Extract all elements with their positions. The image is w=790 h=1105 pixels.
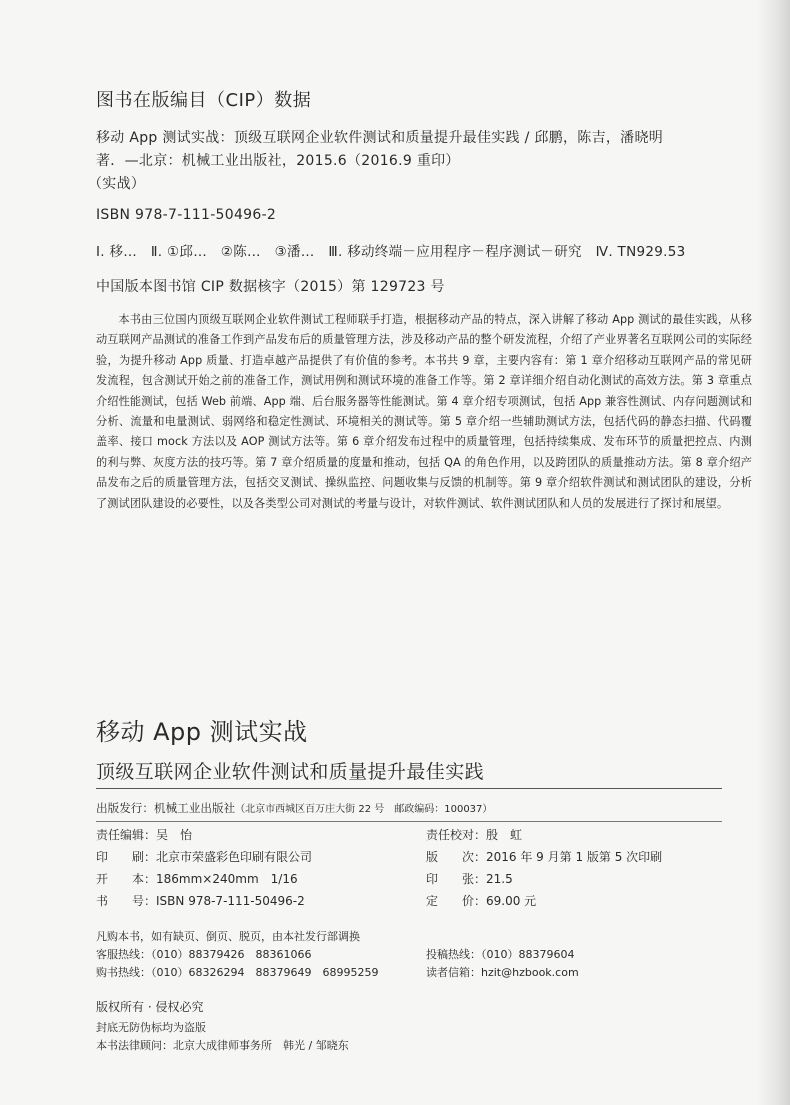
page-edge-shadow: [756, 0, 790, 1105]
isbn-value: ISBN 978-7-111-50496-2: [156, 894, 305, 908]
title-divider: [96, 788, 722, 789]
anti-counterfeit-notice: 封底无防伪标均为盗版: [96, 1021, 206, 1034]
book-summary: 本书由三位国内顶级互联网企业软件测试工程师联手打造，根据移动产品的特点，深入讲解了移动 App 测试的最佳实践，从移动互联网产品测试的准备工作到产品发布后的质量管理方法，涉及移动产品的整个研发流程，介绍了产业界著名互联网公司的实际经验，为提升移动 App 质量、打造卓越产品提供了有价值的参考。本书共 9 章，主要内容有：第 1 章介绍移动互联网产品的常见研发流程，包含测试开始之前的准备工作，测试用例和测试环境的准备工作等。第 2 章详细介绍自动化测试的高效方法。第 3 章重点介绍性能测试，包括 Web 前端、App 端、后台服务器等性能测试。第 4 章介绍专项测试，包括 App 兼容性测试、内存问题测试和分析、流量和电量测试、弱网络和稳定性测试、环境相关的测试等。第 5 章介绍一些辅助测试方法，包括代码的静态扫描、代码覆盖率、接口 mock 方法以及 AOP 测试方法等。第 6 章介绍发布过程中的质量管理，包括持续集成、发布环节的质量把控点、内测的利与弊、灰度方法的技巧等。第 7 章介绍质量的度量和推动，包括 QA 的角色作用，以及跨团队的质量推动方法。第 8 章介绍产品发布之后的质量管理方法，包括交叉测试、操纵监控、问题收集与反馈的机制等。第 9 章介绍软件测试和测试团队的建设，分析了测试团队建设的必要性，以及各类型公司对测试的考量与设计，对软件测试、软件测试团队和人员的发展进行了探讨和展望。: [96, 313, 752, 510]
editor-value: 吴 怡: [156, 828, 193, 842]
isbn-label: 书 号：: [96, 894, 157, 908]
sheets-value: 21.5: [486, 872, 513, 886]
proofreader-label: 责任校对：: [426, 828, 487, 842]
publisher-label: 出版发行：: [96, 801, 154, 815]
order-hotline-label: 购书热线：: [96, 966, 151, 979]
service-hotline-value: （010）88379426 88361066: [151, 948, 312, 961]
reader-mail-value: hzit@hzbook.com: [481, 966, 579, 979]
reader-mail-label: 读者信箱：: [426, 966, 481, 979]
price-row: [426, 892, 536, 909]
cip-line-2: 著．—北京：机械工业出版社，2015.6（2016.9 重印）: [96, 153, 460, 169]
order-hotline-value: （010）68326294 88379649 68995259: [151, 966, 379, 979]
publisher-address: （北京市西城区百万庄大街 22 号 邮政编码：100037）: [235, 804, 493, 815]
book-subtitle: 顶级互联网企业软件测试和质量提升最佳实践: [96, 761, 485, 783]
price-label: 定 价：: [426, 894, 487, 908]
edition-label: 版 次：: [426, 850, 487, 864]
format-row: [96, 870, 298, 887]
proofreader-value: 殷 虹: [486, 828, 523, 842]
sheets-label: 印 张：: [426, 872, 487, 886]
isbn-row: [96, 892, 305, 909]
copyright-notice: 版权所有 · 侵权必究: [96, 1000, 204, 1014]
publisher-row: [96, 800, 492, 816]
cip-line-3: （实战）: [88, 176, 146, 192]
cip-classification: Ⅰ. 移… Ⅱ. ①邱… ②陈… ③潘… Ⅲ. 移动终端－应用程序－程序测试－研究 Ⅳ. TN929.53: [96, 244, 686, 260]
edition-row: [426, 848, 662, 865]
edition-value: 2016 年 9 月第 1 版第 5 次印刷: [486, 850, 663, 864]
printer-label: 印 刷：: [96, 850, 157, 864]
legal-counsel: 本书法律顾问：北京大成律师事务所 韩光 / 邹晓东: [96, 1039, 349, 1052]
order-hotline-row: [96, 964, 378, 980]
submission-hotline-label: 投稿热线：: [426, 948, 481, 961]
editor-label: 责任编辑：: [96, 828, 157, 842]
book-title: 移动 App 测试实战: [96, 718, 308, 746]
cip-isbn: ISBN 978-7-111-50496-2: [96, 207, 277, 223]
submission-hotline-value: （010）88379604: [481, 948, 575, 961]
cip-line-1: 移动 App 测试实战：顶级互联网企业软件测试和质量提升最佳实践 / 邱鹏，陈吉，潘晓明: [96, 130, 664, 146]
cip-record-number: 中国版本图书馆 CIP 数据核字（2015）第 129723 号: [96, 279, 445, 295]
publisher-divider: [96, 821, 722, 822]
printer-row: [96, 848, 312, 865]
publisher-value: 机械工业出版社: [153, 801, 236, 815]
price-value: 69.00 元: [486, 894, 537, 908]
reader-mail-row: [426, 964, 579, 980]
cip-heading: 图书在版编目（CIP）数据: [96, 90, 312, 111]
format-value: 186mm×240mm 1/16: [156, 872, 298, 886]
format-label: 开 本：: [96, 872, 157, 886]
return-notice: 凡购本书，如有缺页、倒页、脱页，由本社发行部调换: [96, 930, 360, 943]
sheets-row: [426, 870, 513, 887]
editor-row: [96, 826, 192, 843]
service-hotline-label: 客服热线：: [96, 948, 151, 961]
proofreader-row: [426, 826, 522, 843]
printer-value: 北京市荣盛彩色印刷有限公司: [156, 850, 313, 864]
submission-hotline-row: [426, 946, 574, 962]
service-hotline-row: [96, 946, 311, 962]
